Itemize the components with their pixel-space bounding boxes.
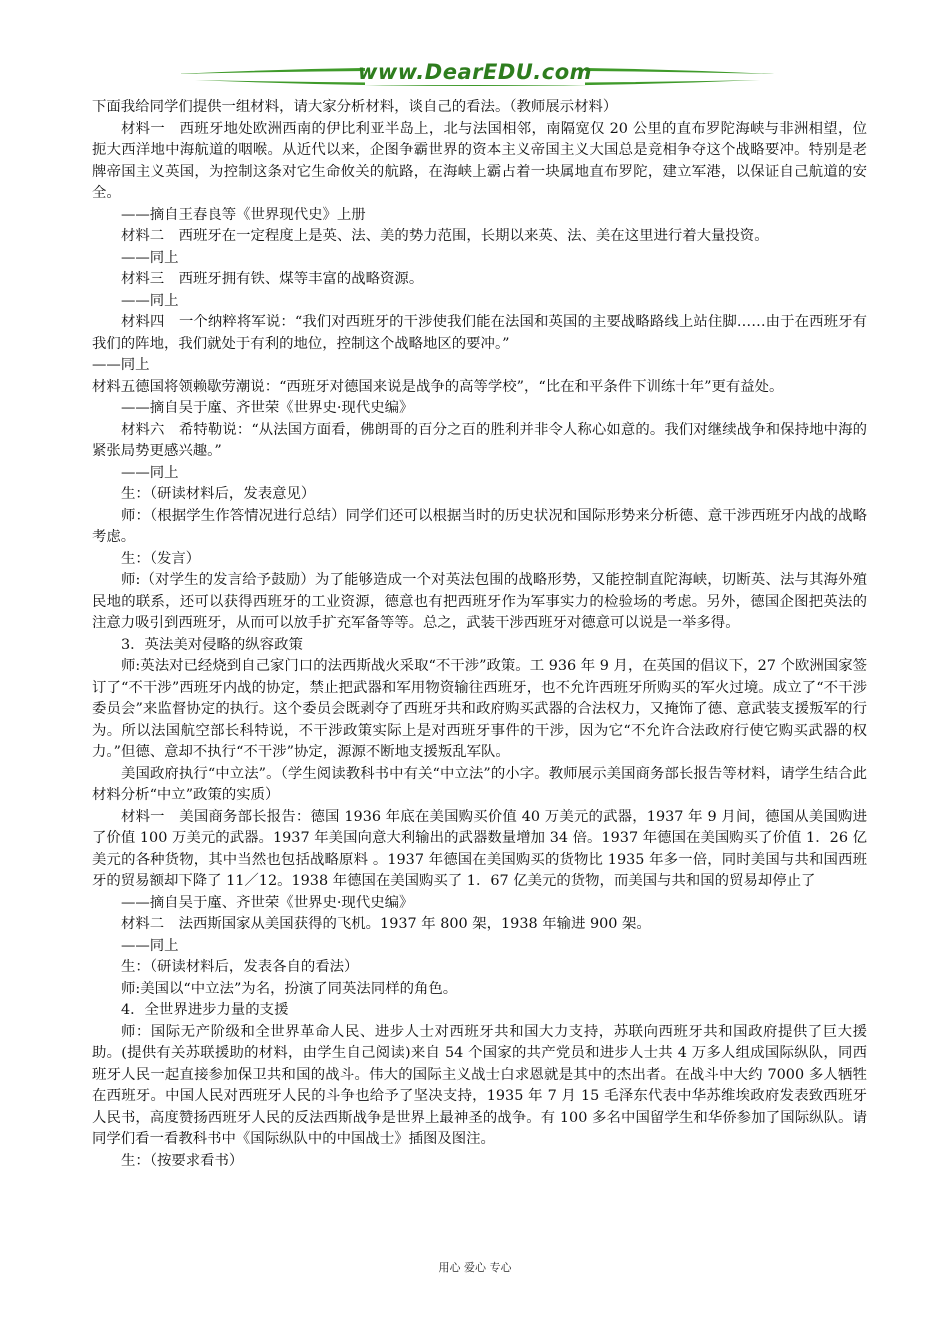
paragraph: 师：（根据学生作答情况进行总结）同学们还可以根据当时的历史状况和国际形势来分析德、意干涉西班牙内战的战略考虑。 (92, 507, 867, 545)
document-body (92, 97, 867, 1172)
paragraph: 材料二 法西斯国家从美国获得的飞机。1937 年 800 架，1938 年输进 900 架。 (121, 916, 651, 932)
paragraph: 美国政府执行“中立法”。（学生阅读教科书中有关“中立法”的小字。教师展示美国商务部长报告等材料，请学生结合此材料分析“中立”政策的实质） (92, 765, 867, 803)
paragraph: 材料一 西班牙地处欧洲西南的伊比利亚半岛上，北与法国相邻，南隔宽仅 20 公里的直布罗陀海峡与非洲相望，位扼大西洋地中海航道的咽喉。从近代以来，企图争霸世界的资本主义帝国主义大国总是竞相争夺这个战略要冲。特别是老牌帝国主义英国，为控制这条对它生命攸关的航路，在海峡上霸占着一块属地直布罗陀，建立军港，以保证自己航道的安全。 (92, 120, 867, 201)
paragraph: ——同上 (121, 249, 179, 266)
paragraph: ——摘自吴于廑、齐世荣《世界史·现代史编》 (121, 400, 414, 416)
paragraph: ——摘自吴于廑、齐世荣《世界史·现代史编》 (121, 894, 414, 911)
paragraph: ——同上 (121, 937, 179, 954)
paragraph: ——摘自王春良等《世界现代史》上册 (121, 206, 366, 223)
paragraph: ——同上 (121, 464, 179, 481)
paragraph: 材料四 一个纳粹将军说：“我们对西班牙的干涉使我们能在法国和英国的主要战略路线上站住脚……由于在西班牙有我们的阵地，我们就处于有利的地位，控制这个战略地区的要冲。” (92, 314, 867, 352)
paragraph: 材料三 西班牙拥有铁、煤等丰富的战略资源。 (121, 271, 424, 287)
page-footer: 用心 爱心 专心 (438, 1261, 512, 1274)
paragraph: 4．全世界进步力量的支援 (121, 1002, 289, 1018)
header-banner (175, 58, 775, 98)
site-logo-text[interactable]: www.DearEDU.com (357, 60, 593, 84)
paragraph: 生：（按要求看书） (121, 1152, 244, 1169)
paragraph: ——同上 (92, 357, 150, 373)
paragraph: 材料六 希特勒说：“从法国方面看，佛朗哥的百分之百的胜利并非令人称心如意的。我们对继续战争和保持地中海的紧张局势更感兴趣。” (92, 421, 867, 459)
paragraph: ——同上 (121, 292, 179, 309)
paragraph: 下面我给同学们提供一组材料，请大家分析材料，谈自己的看法。（教师展示材料） (92, 99, 618, 115)
paragraph: 师:美国以“中立法”为名，扮演了同英法同样的角色。 (121, 980, 458, 997)
paragraph: 材料五德国将领赖歇劳潮说：“西班牙对德国来说是战争的高等学校”，“比在和平条件下训练十年”更有益处。 (92, 378, 784, 395)
paragraph: 材料一 美国商务部长报告：德国 1936 年底在美国购买价值 40 万美元的武器，1937 年 9 月间，德国从美国购进了价值 100 万美元的武器。1937 年美国向意大利输出的武器数量增加 34 倍。1937 年德国在美国购买了价值 1．26 亿美元的各种货物，其中当然也包括战略原料 。1937 年德国在美国购买的货物比 1935 年多一倍，同时美国与共和国西班牙的贸易额却下降了 11／12。1938 年德国在美国购买了 1．67 亿美元的货物，而美国与共和国的贸易却停止了 (92, 808, 867, 889)
paragraph: 3．英法美对侵略的纵容政策 (121, 636, 303, 653)
paragraph: 师:英法对已经烧到自己家门口的法西斯战火采取“不干涉”政策。工 936 年 9 月，在英国的倡议下，27 个欧洲国家签订了“不干涉”西班牙内战的协定，禁止把武器和军用物资输往西班牙，也不允许西班牙所购买的军火过境。成立了“不干涉委员会”来监督协定的执行。这个委员会既剥夺了西班牙共和政府购买武器的合法权力，又掩饰了德、意武装支援叛军的行为。所以法国航空部长科特说，不干涉政策实际上是对西班牙事件的干涉，因为它“不允许合法政府行使它购买武器的权力。”但德、意却不执行“不干涉”协定，源源不断地支援叛乱军队。 (92, 658, 867, 760)
paragraph: 师:（对学生的发言给予鼓励）为了能够造成一个对英法包围的战略形势，又能控制直陀海峡，切断英、法与其海外殖民地的联系，还可以获得西班牙的工业资源，德意也有把西班牙作为军事实力的检验场的考虑。另外，德国企图把英法的注意力吸引到西班牙，从而可以放手扩充军备等等。总之，武装干涉西班牙对德意可以说是一举多得。 (92, 572, 867, 631)
paragraph: 生：（研读材料后，发表各自的看法） (121, 959, 359, 975)
paragraph: 生：（研读材料后，发表意见） (121, 486, 316, 502)
paragraph: 师：国际无产阶级和全世界革命人民、进步人士对西班牙共和国大力支持，苏联向西班牙共和国政府提供了巨大援助。(提供有关苏联援助的材料，由学生自己阅读)来自 54 个国家的共产党员和进步人士共 4 万多人组成国际纵队，同西班牙人民一起直接参加保卫共和国的战斗。伟大的国际主义战士白求恩就是其中的杰出者。在战斗中大约 7000 多人牺牲在西班牙。中国人民对西班牙人民的斗争也给予了坚决支持，1935 年 7 月 15 毛泽东代表中华苏维埃政府发表致西班牙人民书，高度赞扬西班牙人民的反法西斯战争是世界上最神圣的战争。有 100 多名中国留学生和华侨参加了国际纵队。请同学们看一看教科书中《国际纵队中的中国战士》插图及图注。 (92, 1023, 867, 1147)
paragraph: 材料二 西班牙在一定程度上是英、法、美的势力范围，长期以来英、法、美在这里进行着大量投资。 (121, 228, 769, 244)
paragraph: 生：（发言） (121, 550, 201, 567)
